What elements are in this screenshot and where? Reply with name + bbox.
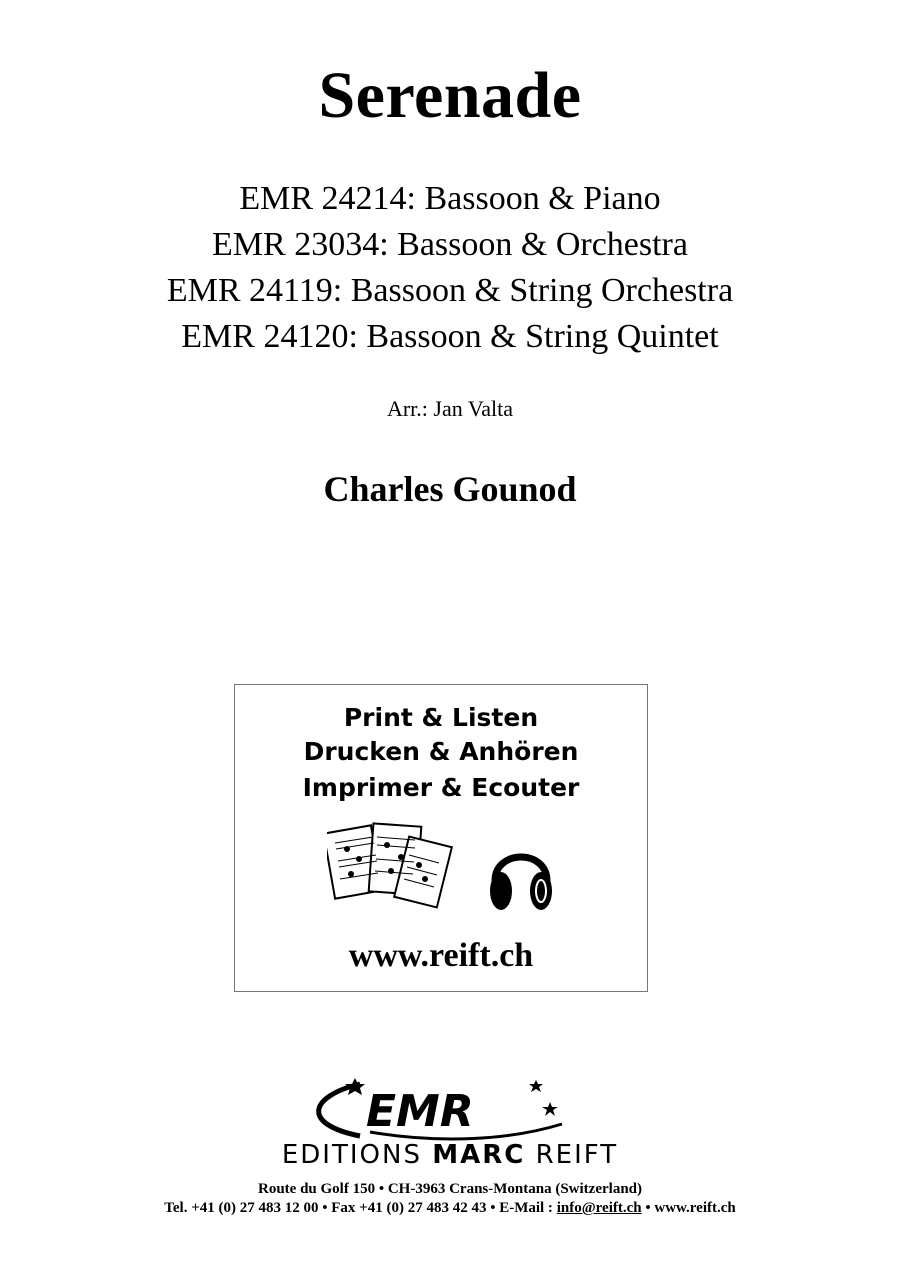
- edition-item: EMR 24120: Bassoon & String Quintet: [181, 318, 719, 355]
- promo-line-german: Drucken & Anhören: [303, 737, 579, 766]
- promo-website: www.reift.ch: [348, 937, 534, 974]
- contact-phone-fax: Tel. +41 (0) 27 483 12 00 • Fax +41 (0) 27 483 42 43 • E-Mail :: [164, 1200, 557, 1216]
- edition-item: EMR 24119: Bassoon & String Orchestra: [166, 272, 734, 309]
- emr-logo: [300, 1074, 580, 1144]
- logo-text: EMR: [366, 1086, 474, 1137]
- publisher-name-part: REIFT: [525, 1140, 619, 1170]
- page-title: Serenade: [318, 59, 582, 132]
- publisher-name: [0, 1140, 900, 1170]
- arranger: Arr.: Jan Valta: [386, 396, 514, 421]
- edition-item: EMR 23034: Bassoon & Orchestra: [212, 226, 688, 263]
- email-link[interactable]: info@reift.ch: [556, 1200, 642, 1216]
- headphones-icon: [485, 835, 557, 915]
- promo-line-french: Imprimer & Ecouter: [302, 773, 580, 802]
- publisher-address: Route du Golf 150 • CH-3963 Crans-Montana (Switzerland): [258, 1181, 642, 1197]
- publisher-contact: [0, 1200, 900, 1217]
- publisher-name-part: MARC: [432, 1140, 526, 1170]
- edition-list: [0, 176, 900, 360]
- contact-website: • www.reift.ch: [641, 1200, 736, 1216]
- composer: Charles Gounod: [323, 469, 577, 509]
- promo-line-english: Print & Listen: [343, 703, 539, 732]
- publisher-name-part: EDITIONS: [281, 1140, 433, 1170]
- print-listen-box: [234, 684, 648, 992]
- edition-item: EMR 24214: Bassoon & Piano: [239, 180, 661, 217]
- sheet-music-icon: [327, 819, 457, 919]
